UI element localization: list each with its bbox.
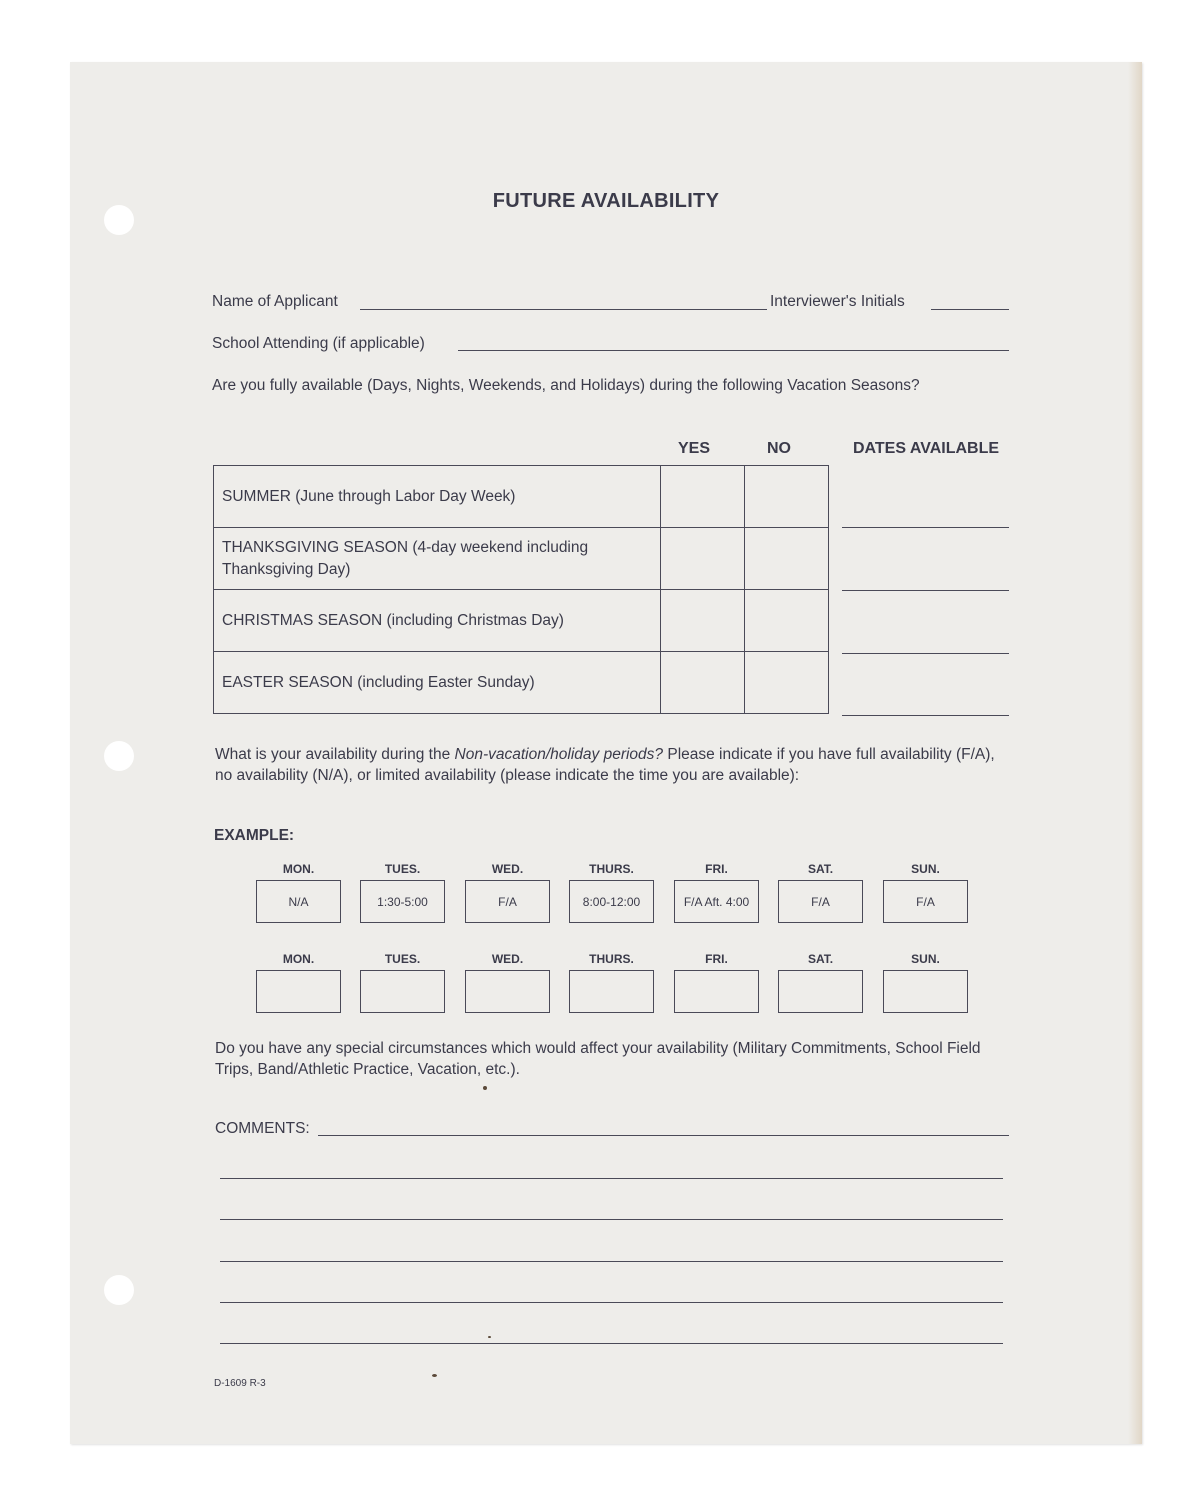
name-of-applicant-label: Name of Applicant xyxy=(212,293,338,310)
special-circumstances-question: Do you have any special circumstances which would affect your availability (Military Commitments, School Field Trips, Band/Athletic Practice, Vacation, etc.). xyxy=(215,1040,981,1078)
season-row-christmas xyxy=(214,590,829,652)
vacation-seasons-table xyxy=(213,465,829,714)
example-day-box: F/A xyxy=(883,880,968,923)
day-label: MON. xyxy=(282,952,315,966)
day-label: TUES. xyxy=(384,952,421,966)
day-label: SUN. xyxy=(911,952,940,966)
easter-yes-box[interactable] xyxy=(661,652,745,714)
christmas-no-box[interactable] xyxy=(745,590,829,652)
day-availability-box[interactable] xyxy=(778,970,863,1013)
comments-line[interactable] xyxy=(318,1135,1009,1136)
day-label: FRI. xyxy=(705,952,728,966)
season-label: SUMMER (June through Labor Day Week) xyxy=(214,466,661,528)
easter-no-box[interactable] xyxy=(745,652,829,714)
comments-line[interactable] xyxy=(220,1178,1003,1179)
comments-line[interactable] xyxy=(220,1302,1003,1303)
school-attending-field[interactable] xyxy=(458,350,1009,351)
thanksgiving-no-box[interactable] xyxy=(745,528,829,590)
summer-dates-field[interactable] xyxy=(842,527,1009,528)
nonvacation-question xyxy=(215,744,1015,786)
interviewers-initials-field[interactable] xyxy=(931,309,1009,310)
example-day-box: F/A Aft. 4:00 xyxy=(674,880,759,923)
season-label: EASTER SEASON (including Easter Sunday) xyxy=(214,652,661,714)
no-column-header: NO xyxy=(767,440,791,457)
season-row-easter xyxy=(214,652,829,714)
paper-speck xyxy=(432,1374,437,1377)
form-sheet xyxy=(70,62,1142,1444)
day-label: THURS. xyxy=(589,952,634,966)
season-row-thanksgiving xyxy=(214,528,829,590)
example-day-box: 1:30-5:00 xyxy=(360,880,445,923)
day-availability-box[interactable] xyxy=(465,970,550,1013)
nonvacation-question-post: Please indicate if you have full availability (F/A), no availability (N/A), or limited availability (please indicate the time you are available): xyxy=(215,746,995,784)
nonvacation-question-emphasis: Non-vacation/holiday periods? xyxy=(454,746,664,763)
comments-line[interactable] xyxy=(220,1261,1003,1262)
nonvacation-question-pre: What is your availability during the xyxy=(215,746,455,763)
binder-hole-middle xyxy=(104,741,134,771)
example-day-box: 8:00-12:00 xyxy=(569,880,654,923)
comments-line[interactable] xyxy=(220,1343,1003,1344)
paper-speck xyxy=(483,1086,487,1090)
thanksgiving-yes-box[interactable] xyxy=(661,528,745,590)
yes-column-header: YES xyxy=(677,440,710,457)
comments-label: COMMENTS: xyxy=(215,1120,310,1137)
binder-hole-bottom xyxy=(104,1275,134,1305)
season-label: CHRISTMAS SEASON (including Christmas Day) xyxy=(214,590,661,652)
vacation-question: Are you fully available (Days, Nights, Weekends, and Holidays) during the following Vacation Seasons? xyxy=(212,377,920,394)
example-day-label: TUES. xyxy=(384,862,421,876)
example-day-box: F/A xyxy=(778,880,863,923)
dates-available-column-header: DATES AVAILABLE xyxy=(852,440,1000,457)
interviewers-initials-label: Interviewer's Initials xyxy=(770,293,905,310)
season-row-summer xyxy=(214,466,829,528)
example-label: EXAMPLE: xyxy=(214,827,295,844)
day-availability-box[interactable] xyxy=(674,970,759,1013)
day-label: SAT. xyxy=(807,952,834,966)
day-availability-box[interactable] xyxy=(883,970,968,1013)
name-of-applicant-field[interactable] xyxy=(360,309,767,310)
example-day-label: FRI. xyxy=(705,862,728,876)
summer-yes-box[interactable] xyxy=(661,466,745,528)
thanksgiving-dates-field[interactable] xyxy=(842,590,1009,591)
example-day-box: N/A xyxy=(256,880,341,923)
season-label: THANKSGIVING SEASON (4-day weekend including Thanksgiving Day) xyxy=(214,528,661,590)
christmas-yes-box[interactable] xyxy=(661,590,745,652)
school-attending-label: School Attending (if applicable) xyxy=(212,335,425,352)
form-code: D-1609 R-3 xyxy=(214,1378,266,1389)
example-day-label: SAT. xyxy=(807,862,834,876)
example-day-label: THURS. xyxy=(589,862,634,876)
christmas-dates-field[interactable] xyxy=(842,653,1009,654)
day-label: WED. xyxy=(491,952,524,966)
comments-line[interactable] xyxy=(220,1219,1003,1220)
day-availability-box[interactable] xyxy=(360,970,445,1013)
example-day-box: F/A xyxy=(465,880,550,923)
day-availability-box[interactable] xyxy=(569,970,654,1013)
example-day-label: SUN. xyxy=(911,862,940,876)
example-day-label: WED. xyxy=(491,862,524,876)
summer-no-box[interactable] xyxy=(745,466,829,528)
paper-speck xyxy=(488,1336,491,1338)
example-day-label: MON. xyxy=(282,862,315,876)
easter-dates-field[interactable] xyxy=(842,715,1009,716)
day-availability-box[interactable] xyxy=(256,970,341,1013)
page-title: FUTURE AVAILABILITY xyxy=(492,190,720,212)
